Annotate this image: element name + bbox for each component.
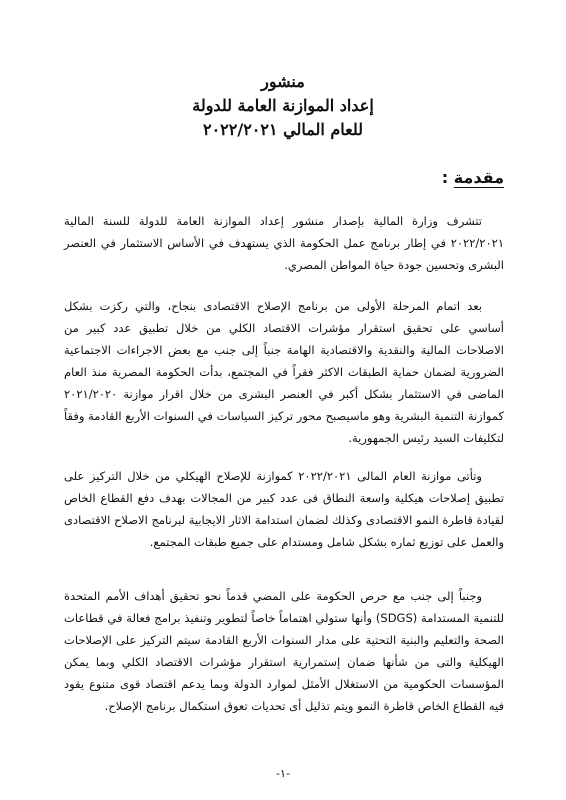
title-line-3: للعام المالي ٢٠٢٢/٢٠٢١ [202,120,364,139]
paragraph-1: تتشرف وزارة المالية بإصدار منشور إعداد الموازنة العامة للدولة للسنة المالية ٢٠٢٢/٢٠٢١ في إطار برنامج عمل الحكومة الذي يستهدف في الأساس الاستثمار في العنصر البشرى وتحسين جودة حياة المواطن المصري. [64,213,504,272]
page-number: -١- [276,767,290,780]
intro-heading [442,168,504,187]
intro-heading-colon: : [441,168,449,187]
title-line-2: إعداد الموازنة العامة للدولة [192,96,374,115]
paragraph-2: بعد اتمام المرحلة الأولى من برنامج الإصلاح الاقتصادى بنجاح، والتي ركزت بشكل أساسي على تحقيق استقرار مؤشرات الاقتصاد الكلي من خلال تطبيق عدد كبير من الاصلاحات المالية والنقدية والاقتصادية الهامة جنباً إلى جنب مع بعض الاجراءات الاجتماعية الضرورية لضمان حماية الطبقات الاكثر فقراً في المجتمع، بدأت الحكومة المصرية منذ العام الماضى في الاستثمار بشكل أكبر في العنصر البشرى من خلال اقرار موازنة ٢٠٢١/٢٠٢٠ كموازنة التنمية البشرية وهو ماسيصبح محور تركيز السياسات في السنوات الأربع القادمة وفقاً لتكليفات السيد رئيس الجمهورية. [64,298,504,445]
title-line-1: منشور [261,72,305,91]
paragraph-3: وتأتى موازنة العام المالى ٢٠٢٢/٢٠٢١ كموازنة للإصلاح الهيكلي من خلال التركيز على تطبيق إصلاحات هيكلية واسعة النطاق فى عدد كبير من المجالات بهدف دفع القطاع الخاص لقيادة قاطرة النمو الاقتصادى وكذلك لضمان استدامة الاثار الايجابية لبرنامج الاصلاح الاقتصادى والعمل على توزيع ثماره بشكل شامل ومستدام على جميع طبقات المجتمع. [64,468,504,549]
intro-heading-text: مقدمة [453,168,504,187]
document-title [0,70,566,142]
paragraph-4: وجنباً إلى جنب مع حرص الحكومة على المضي قدماً نحو تحقيق أهداف الأمم المتحدة للتنمية المستدامة (SDGS) وأنها ستولي اهتماماً خاصاً لتطوير وتنفيذ برامج فعالة في قطاعات الصحة والتعليم والبنية التحتية على مدار السنوات الأربع القادمة سيتم التركيز على الإصلاحات الهيكلية والتى من شأنها ضمان إستمرارية استقرار مؤشرات الاقتصاد الكلي وبما يمكن المؤسسات الحكومية من الاستغلال الأمثل لموارد الدولة وبما يدعم اقتصاد قوى متنوع يقود فيه القطاع الخاص قاطرة النمو ويتم تذليل أى تحديات تعوق استكمال برنامج الإصلاح. [64,588,504,713]
